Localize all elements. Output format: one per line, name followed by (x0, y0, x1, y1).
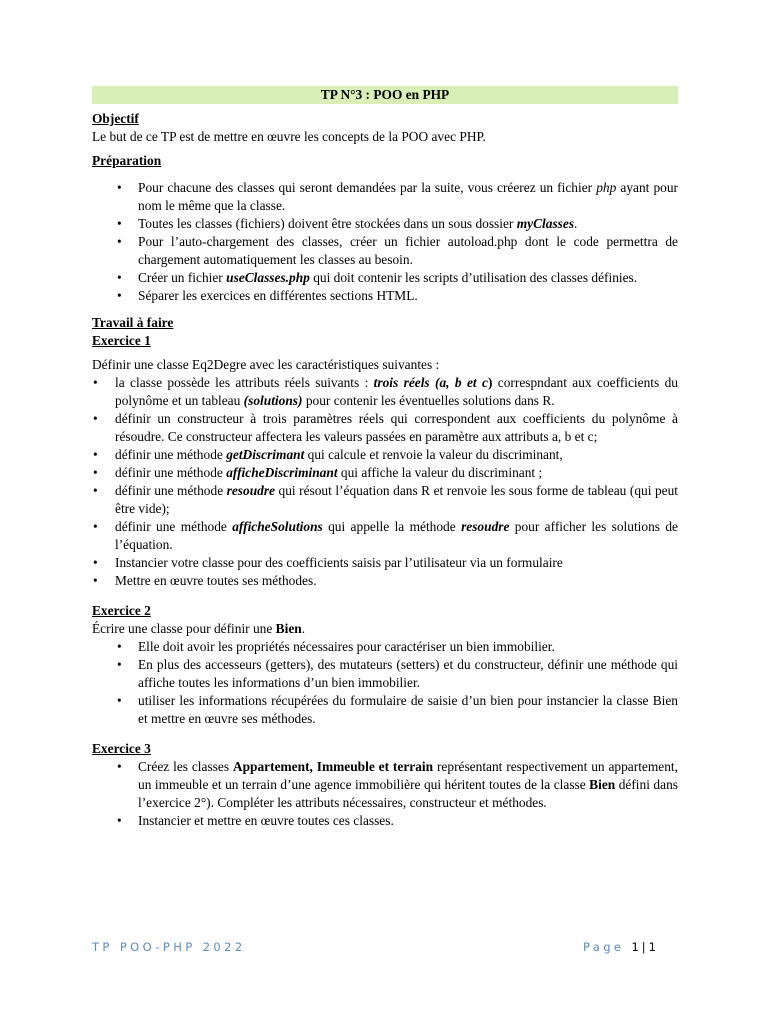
emphasized-term: Bien (275, 621, 302, 636)
list-item: • Elle doit avoir les propriétés nécessaires pour caractériser un bien immobilier. (92, 638, 678, 656)
page-footer (92, 938, 656, 956)
emphasized-term: myClasses (516, 216, 575, 231)
objectif-heading: Objectif (92, 111, 139, 126)
exercice3-list (92, 758, 678, 830)
list-item: • Mettre en œuvre toutes ses méthodes. (92, 572, 678, 590)
preparation-heading: Préparation (92, 153, 162, 168)
emphasized-term: Appartement, Immeuble et terrain (232, 759, 434, 774)
preparation-list (92, 179, 678, 305)
footer-separator: | (641, 940, 646, 954)
footer-page-total: 1 (648, 940, 656, 954)
footer-page-current: 1 (631, 940, 639, 954)
list-item: • utiliser les informations récupérées du formulaire de saisie d’un bien pour instancier la classe Bien et mettre en œuvre ses méthodes. (92, 692, 678, 728)
emphasized-term: useClasses.php (226, 270, 310, 285)
list-item: • définir une méthode getDiscrimant qui calcule et renvoie la valeur du discriminant, (92, 446, 678, 464)
list-item: • En plus des accesseurs (getters), des mutateurs (setters) et du constructeur, définir une méthode qui affiche toutes les informations d’un bien immobilier. (92, 656, 678, 692)
list-item: • Pour l’auto-chargement des classes, créer un fichier autoload.php dont le code permettra de chargement automatiquement les classes au besoin. (92, 233, 678, 269)
emphasized-term: afficheSolutions (232, 519, 323, 534)
list-item: • Instancier et mettre en œuvre toutes ces classes. (92, 812, 678, 830)
list-item: • définir un constructeur à trois paramètres réels qui correspondent aux coefficients du polynôme à résoudre. Ce constructeur affectera les valeurs passées en paramètre aux attributs a, b et c; (92, 410, 678, 446)
exercice1-list (92, 374, 678, 590)
document-title: TP N°3 : POO en PHP (92, 86, 678, 104)
travail-heading: Travail à faire (92, 315, 174, 330)
list-item: • la classe possède les attributs réels suivants : trois réels (a, b et c) correspndant aux coefficients du polynôme et un tableau (solutions) pour contenir les éventuelles solutions dans R. (92, 374, 678, 410)
exercice2-intro: Écrire une classe pour définir une Bien. (92, 621, 306, 636)
list-item: • Instancier votre classe pour des coefficients saisis par l’utilisateur via un formulaire (92, 554, 678, 572)
exercice3-heading: Exercice 3 (92, 741, 151, 756)
exercice2-heading: Exercice 2 (92, 603, 151, 618)
exercice1-intro: Définir une classe Eq2Degre avec les caractéristiques suivantes : (92, 357, 440, 372)
footer-doc-title: TP POO-PHP 2022 (92, 940, 246, 954)
objectif-text: Le but de ce TP est de mettre en œuvre les concepts de la POO avec PHP. (92, 129, 486, 144)
list-item: • Créer un fichier useClasses.php qui doit contenir les scripts d’utilisation des classes définies. (92, 269, 678, 287)
emphasized-term: afficheDiscriminant (226, 465, 338, 480)
emphasized-term: resoudre (226, 483, 275, 498)
emphasized-term: (solutions) (243, 393, 303, 408)
list-item: • Toutes les classes (fichiers) doivent être stockées dans un sous dossier myClasses. (92, 215, 678, 233)
list-item: • définir une méthode afficheSolutions qui appelle la méthode resoudre pour afficher les solutions de l’équation. (92, 518, 678, 554)
list-item: • Séparer les exercices en différentes sections HTML. (92, 287, 678, 305)
list-item: • Créez les classes Appartement, Immeuble et terrain représentant respectivement un appartement, un immeuble et un terrain d’une agence immobilière qui héritent toutes de la classe Bien défini dans l’exercice 2°). Compléter les attributs nécessaires, constructeur et méthodes. (92, 758, 678, 812)
footer-page-number (583, 938, 656, 956)
footer-page-label: Page (582, 940, 625, 954)
emphasized-term: resoudre (461, 519, 510, 534)
document-page (92, 86, 678, 830)
list-item: • définir une méthode resoudre qui résout l’équation dans R et renvoie les sous forme de tableau (qui peut être vide); (92, 482, 678, 518)
emphasized-term: getDiscrimant (226, 447, 305, 462)
list-item: • définir une méthode afficheDiscriminant qui affiche la valeur du discriminant ; (92, 464, 678, 482)
exercice2-list (92, 638, 678, 728)
emphasized-term: php (596, 180, 617, 195)
emphasized-term: trois réels (a, b et c (373, 375, 488, 390)
emphasized-term: ) (487, 375, 493, 390)
list-item: • Pour chacune des classes qui seront demandées par la suite, vous créerez un fichier php ayant pour nom le même que la classe. (92, 179, 678, 215)
exercice1-heading: Exercice 1 (92, 333, 151, 348)
emphasized-term: Bien (589, 777, 616, 792)
